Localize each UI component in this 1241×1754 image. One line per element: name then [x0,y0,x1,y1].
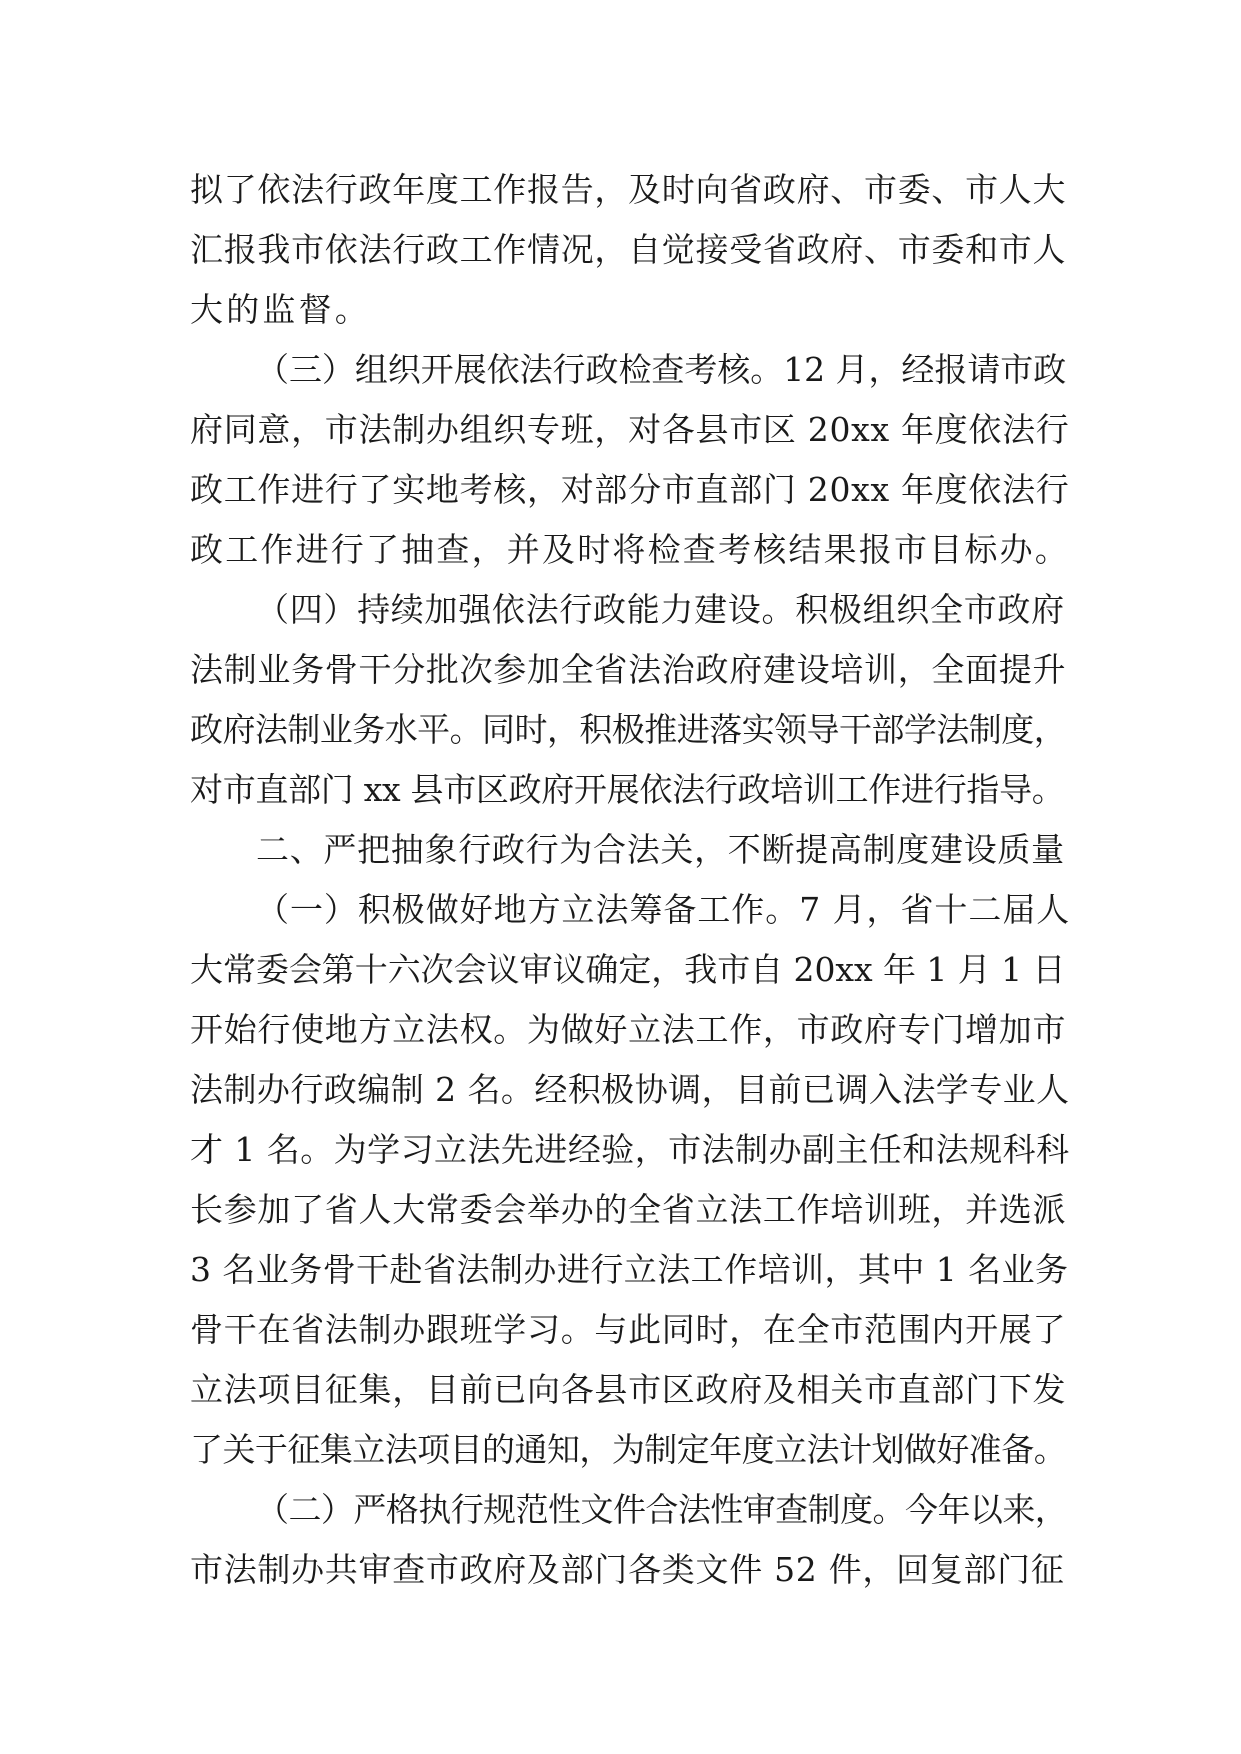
text-line: 法制办行政编制 2 名。经积极协调，目前已调入法学专业人 [190,1070,1070,1109]
text-line: 才 1 名。为学习立法先进经验，市法制办副主任和法规科科 [190,1130,1070,1169]
text-line: 大的监督。 [190,290,371,329]
text-line: 了关于征集立法项目的通知，为制定年度立法计划做好准备。 [190,1430,1067,1469]
text-line: 3 名业务骨干赴省法制办进行立法工作培训，其中 1 名业务 [190,1250,1069,1289]
text-line: 政府法制业务水平。同时，积极推进落实领导干部学法制度， [190,710,1067,749]
text-line: 政工作进行了抽查，并及时将检查考核结果报市目标办。 [190,530,1070,569]
text-line: 汇报我市依法行政工作情况，自觉接受省政府、市委和市人 [190,230,1067,269]
section-heading: 二、严把抽象行政行为合法关，不断提高制度建设质量 [256,830,1065,869]
text-line: 大常委会第十六次会议审议确定，我市自 20xx 年 1 月 1 日 [190,950,1066,989]
text-line: （二）严格执行规范性文件合法性审查制度。今年以来， [256,1490,1068,1529]
text-line: 法制业务骨干分批次参加全省法治政府建设培训，全面提升 [190,650,1067,689]
text-line: 骨干在省法制办跟班学习。与此同时，在全市范围内开展了 [190,1310,1067,1349]
text-line: 市法制办共审查市政府及部门各类文件 52 件，回复部门征 [190,1550,1065,1589]
text-line: 拟了依法行政年度工作报告，及时向省政府、市委、市人大 [190,170,1067,209]
text-line: （四）持续加强依法行政能力建设。积极组织全市政府 [256,590,1065,629]
text-line: （一）积极做好地方立法筹备工作。7 月，省十二届人 [256,890,1071,929]
text-line: 立法项目征集，目前已向各县市区政府及相关市直部门下发 [190,1370,1067,1409]
text-line: 政工作进行了实地考核，对部分市直部门 20xx 年度依法行 [190,470,1070,509]
text-line: 府同意，市法制办组织专班，对各县市区 20xx 年度依法行 [190,410,1070,449]
text-line: 开始行使地方立法权。为做好立法工作，市政府专门增加市 [190,1010,1067,1049]
text-line: 对市直部门 xx 县市区政府开展依法行政培训工作进行指导。 [190,770,1065,809]
text-line: （三）组织开展依法行政检查考核。12 月，经报请市政 [256,350,1067,389]
text-line: 长参加了省人大常委会举办的全省立法工作培训班，并选派 [190,1190,1067,1229]
